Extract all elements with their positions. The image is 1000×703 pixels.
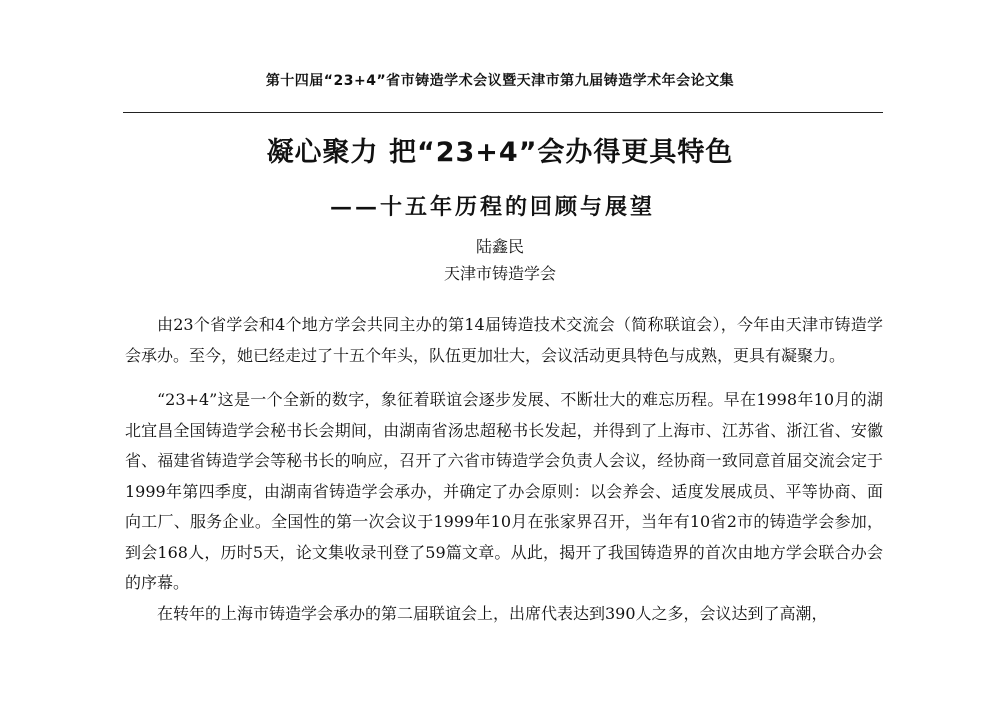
paragraph-1: 由23个省学会和4个地方学会共同主办的第14届铸造技术交流会（简称联谊会），今年由天津市铸造学会承办。至今，她已经走过了十五个年头，队伍更加壮大，会议活动更具特色与成熟，更具有凝聚力。 xyxy=(125,315,883,365)
article-subtitle: ——十五年历程的回顾与展望 xyxy=(330,194,656,220)
article-body xyxy=(125,310,883,629)
author-affiliation: 天津市铸造学会 xyxy=(443,264,556,283)
article-title: 凝心聚力 把“23+4”会办得更具特色 xyxy=(266,137,734,168)
header-rule xyxy=(123,112,883,113)
running-header: 第十四届“23+4”省市铸造学术会议暨天津市第九届铸造学术年会论文集 xyxy=(265,73,735,89)
paragraph-2: “23+4”这是一个全新的数字，象征着联谊会逐步发展、不断壮大的难忘历程。早在1998年10月的湖北宜昌全国铸造学会秘书长会期间，由湖南省汤忠超秘书长发起，并得到了上海市、江苏省、浙江省、安徽省、福建省铸造学会等秘书长的响应，召开了六省市铸造学会负责人会议，经协商一致同意首届交流会定于1999年第四季度，由湖南省铸造学会承办，并确定了办会原则：以会养会、适度发展成员、平等协商、面向工厂、服务企业。全国性的第一次会议于1999年10月在张家界召开，当年有10省2市的铸造学会参加，到会168人，历时5天，论文集收录刊登了59篇文章。从此，揭开了我国铸造界的首次由地方学会联合办会的序幕。 xyxy=(125,390,883,592)
author-name: 陆鑫民 xyxy=(475,237,524,256)
paragraph-3: 在转年的上海市铸造学会承办的第二届联谊会上，出席代表达到390人之多，会议达到了高潮， xyxy=(157,603,828,623)
